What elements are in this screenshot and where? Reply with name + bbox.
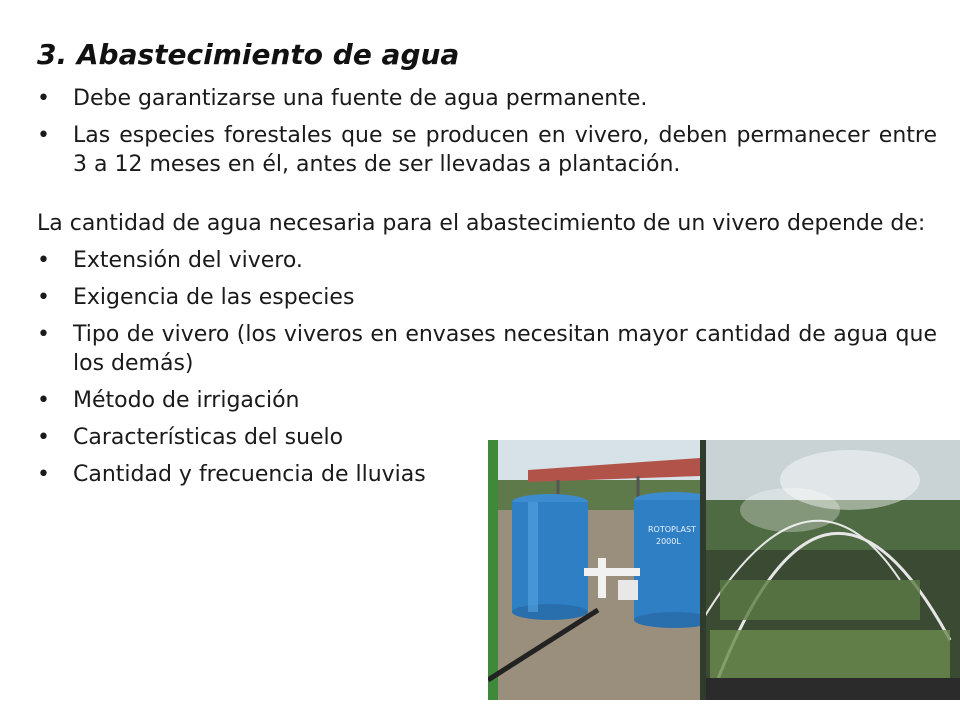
slide-title: 3. Abastecimiento de agua xyxy=(37,38,460,71)
tank-label: ROTOPLAST xyxy=(648,525,696,534)
bullet-icon: • xyxy=(37,388,50,413)
bullet-item xyxy=(37,84,937,113)
bullet-icon: • xyxy=(37,425,50,450)
bullet-icon: • xyxy=(37,123,50,148)
bullet-item xyxy=(37,386,473,415)
bullet-text: Características del suelo xyxy=(73,425,344,450)
water-tanks-illustration xyxy=(488,440,700,700)
bullet-icon: • xyxy=(37,285,50,310)
bullet-text: Las especies forestales que se producen en vivero, deben permanecer entre 3 a 12 meses en él, antes de ser llevadas a plantación. xyxy=(73,123,937,177)
bullet-text: Debe garantizarse una fuente de agua permanente. xyxy=(73,86,648,111)
slide-content xyxy=(37,84,937,497)
top-bullet-list xyxy=(37,84,937,179)
bullet-text: Exigencia de las especies xyxy=(73,285,355,310)
greenhouse-photo xyxy=(700,440,960,700)
bullet-item xyxy=(37,283,937,312)
bullet-item xyxy=(37,246,937,275)
bullet-item xyxy=(37,423,473,452)
bullet-item xyxy=(37,320,937,378)
bullet-icon: • xyxy=(37,462,50,487)
bullet-text: Tipo de vivero (los viveros en envases necesitan mayor cantidad de agua que los demás) xyxy=(73,322,937,376)
tank-label: 2000L xyxy=(656,537,681,546)
bullet-item xyxy=(37,460,493,489)
bullet-icon: • xyxy=(37,322,50,347)
water-tanks-photo xyxy=(488,440,700,700)
bullet-text: Cantidad y frecuencia de lluvias xyxy=(73,462,426,487)
bullet-item xyxy=(37,121,937,179)
greenhouse-illustration xyxy=(700,440,960,700)
bullet-icon: • xyxy=(37,248,50,273)
intro-paragraph: La cantidad de agua necesaria para el abastecimiento de un vivero depende de: xyxy=(37,211,926,236)
bullet-text: Método de irrigación xyxy=(73,388,300,413)
bullet-text: Extensión del vivero. xyxy=(73,248,303,273)
bullet-icon: • xyxy=(37,86,50,111)
